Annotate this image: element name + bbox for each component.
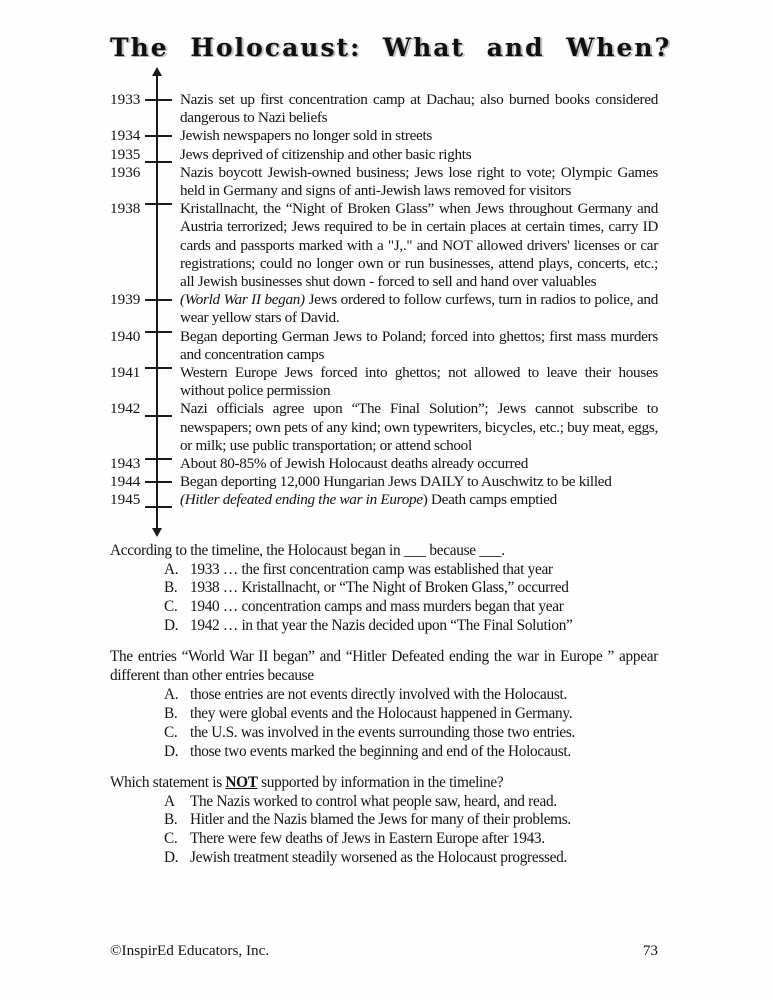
timeline-tick-area <box>146 364 180 382</box>
choice-text: Hitler and the Nazis blamed the Jews for many of their problems. <box>190 811 571 829</box>
timeline-tick-area <box>146 146 180 164</box>
timeline-tick-area <box>146 91 180 109</box>
tick-mark-icon <box>145 135 172 137</box>
timeline-description: Nazis boycott Jewish-owned business; Jews lose right to vote; Olympic Games held in Germany and signs of anti-Jewish laws removed for visitors <box>180 163 658 200</box>
timeline <box>110 68 658 536</box>
choice-text: There were few deaths of Jews in Eastern Europe after 1943. <box>190 830 545 848</box>
page-footer <box>110 941 658 960</box>
choice-text: The Nazis worked to control what people saw, heard, and read. <box>190 792 557 810</box>
choice-b <box>164 579 658 598</box>
choice-text: Jewish treatment steadily worsened as the Holocaust progressed. <box>190 849 568 867</box>
timeline-entry-1936 <box>110 164 658 200</box>
timeline-entry-1943 <box>110 455 658 473</box>
question-1-stem: According to the timeline, the Holocaust began in ___ because ___. <box>110 541 505 559</box>
timeline-description: Kristallnacht, the “Night of Broken Glass” when Jews throughout Germany and Austria terrorized; Jews required to be in certain places at certain times, carry ID cards and passports marked with a "J,." and NOT allowed drivers' licenses or car registrations; could no longer own or run businesses, attend plays, concerts, etc.; all Jewish businesses shut down - forced to sell and hand over valuables <box>180 200 658 291</box>
timeline-description: Nazi officials agree upon “The Final Solution”; Jews cannot subscribe to newspapers; own pets of any kind; own typewriters, bicycles, etc.; buy meat, eggs, or milk; use public transportation; or attend school <box>180 400 658 454</box>
timeline-year: 1944 <box>110 473 141 491</box>
choice-text: those entries are not events directly involved with the Holocaust. <box>190 686 567 704</box>
choice-text: 1933 … the first concentration camp was established that year <box>190 560 553 578</box>
choice-letter: A. <box>164 560 179 578</box>
choice-a <box>164 561 658 580</box>
question-1-choices <box>110 561 658 637</box>
question-2-choices <box>110 686 658 762</box>
question-2-stem: The entries “World War II began” and “Hitler Defeated ending the war in Europe ” appear different than other entries because <box>110 648 658 685</box>
choice-letter: C. <box>164 830 178 848</box>
timeline-year: 1940 <box>110 327 141 345</box>
timeline-entry-1940 <box>110 328 658 364</box>
tick-mark-icon <box>145 458 172 460</box>
choice-letter: B. <box>164 811 178 829</box>
tick-mark-icon <box>145 99 172 101</box>
choice-a <box>164 686 658 705</box>
timeline-year: 1943 <box>110 455 141 473</box>
timeline-entry-1933 <box>110 91 658 127</box>
timeline-year: 1938 <box>110 200 141 218</box>
tick-mark-icon <box>145 203 172 205</box>
timeline-description: Began deporting 12,000 Hungarian Jews DAILY to Auschwitz to be killed <box>180 473 612 491</box>
choice-c <box>164 724 658 743</box>
timeline-tick-area <box>146 200 180 218</box>
choice-letter: B. <box>164 579 178 597</box>
tick-mark-icon <box>145 506 172 508</box>
timeline-tick-area <box>146 455 180 473</box>
timeline-entry-1944 <box>110 473 658 491</box>
choice-letter: B. <box>164 704 178 722</box>
timeline-description: Nazis set up first concentration camp at Dachau; also burned books considered dangerous to Nazi beliefs <box>180 91 658 127</box>
timeline-year: 1933 <box>110 91 141 108</box>
choice-a <box>164 793 658 812</box>
choice-c <box>164 830 658 849</box>
question-3 <box>110 774 658 869</box>
timeline-description: (Hitler defeated ending the war in Europe) Death camps emptied <box>180 491 557 509</box>
timeline-entry-1939 <box>110 291 658 327</box>
timeline-entry-1938 <box>110 200 658 291</box>
timeline-tick-area <box>146 473 180 491</box>
tick-mark-icon <box>145 299 172 301</box>
timeline-tick-area <box>146 400 180 418</box>
tick-mark-icon <box>145 331 172 333</box>
choice-text: 1940 … concentration camps and mass murders began that year <box>190 598 564 616</box>
timeline-year: 1935 <box>110 145 141 163</box>
question-1 <box>110 542 658 637</box>
timeline-description: Jewish newspapers no longer sold in streets <box>180 127 432 145</box>
choice-letter: C. <box>164 723 178 741</box>
choice-b <box>164 705 658 724</box>
timeline-year: 1941 <box>110 364 141 382</box>
choice-d <box>164 743 658 762</box>
timeline-tick-area <box>146 491 180 509</box>
timeline-description: About 80-85% of Jewish Holocaust deaths already occurred <box>180 455 529 473</box>
timeline-entry-1934 <box>110 127 658 145</box>
choice-letter: D. <box>164 849 179 867</box>
choice-letter: C. <box>164 598 178 616</box>
timeline-description: Began deporting German Jews to Poland; forced into ghettos; first mass murders and concentration camps <box>180 327 658 363</box>
timeline-tick-area <box>146 291 180 309</box>
choice-letter: D. <box>164 617 179 635</box>
timeline-description: Jews deprived of citizenship and other basic rights <box>180 145 472 163</box>
not-emphasis: NOT <box>225 773 258 791</box>
tick-mark-icon <box>145 481 172 483</box>
choice-letter: D. <box>164 742 179 760</box>
timeline-entry-1935 <box>110 146 658 164</box>
choice-text: they were global events and the Holocaust happened in Germany. <box>190 704 573 722</box>
choice-text: 1942 … in that year the Nazis decided upon “The Final Solution” <box>190 617 573 635</box>
tick-mark-icon <box>145 415 172 417</box>
timeline-year: 1939 <box>110 291 141 309</box>
timeline-tick-area <box>146 127 180 145</box>
choice-text: 1938 … Kristallnacht, or “The Night of Broken Glass,” occurred <box>190 579 569 597</box>
choice-text: the U.S. was involved in the events surrounding those two entries. <box>190 723 576 741</box>
question-3-stem: Which statement is NOT supported by information in the timeline? <box>110 773 504 791</box>
timeline-entry-1945 <box>110 491 658 509</box>
choice-c <box>164 598 658 617</box>
choice-text: those two events marked the beginning and end of the Holocaust. <box>190 742 571 760</box>
timeline-year: 1934 <box>110 127 141 145</box>
copyright-text: ©InspirEd Educators, Inc. <box>110 942 270 959</box>
question-2 <box>110 648 658 761</box>
timeline-description: (World War II began) Jews ordered to follow curfews, turn in radios to police, and wear yellow stars of David. <box>180 291 659 327</box>
timeline-year: 1945 <box>110 491 141 509</box>
choice-letter: A. <box>164 686 179 704</box>
choice-letter: A <box>164 792 175 810</box>
question-3-choices <box>110 793 658 869</box>
timeline-description: Western Europe Jews forced into ghettos; not allowed to leave their houses without police permission <box>180 364 658 400</box>
timeline-entry-1941 <box>110 364 658 400</box>
tick-mark-icon <box>145 161 172 163</box>
timeline-entry-1942 <box>110 400 658 455</box>
page-content <box>110 0 672 868</box>
choice-d <box>164 849 658 868</box>
choice-d <box>164 617 658 636</box>
page-title: The Holocaust: What and When? <box>110 33 672 62</box>
page-number: 73 <box>642 942 658 959</box>
timeline-year: 1936 <box>110 163 141 181</box>
timeline-tick-area <box>146 164 180 182</box>
choice-b <box>164 811 658 830</box>
timeline-tick-area <box>146 328 180 346</box>
timeline-year: 1942 <box>110 400 141 418</box>
tick-mark-icon <box>145 367 172 369</box>
